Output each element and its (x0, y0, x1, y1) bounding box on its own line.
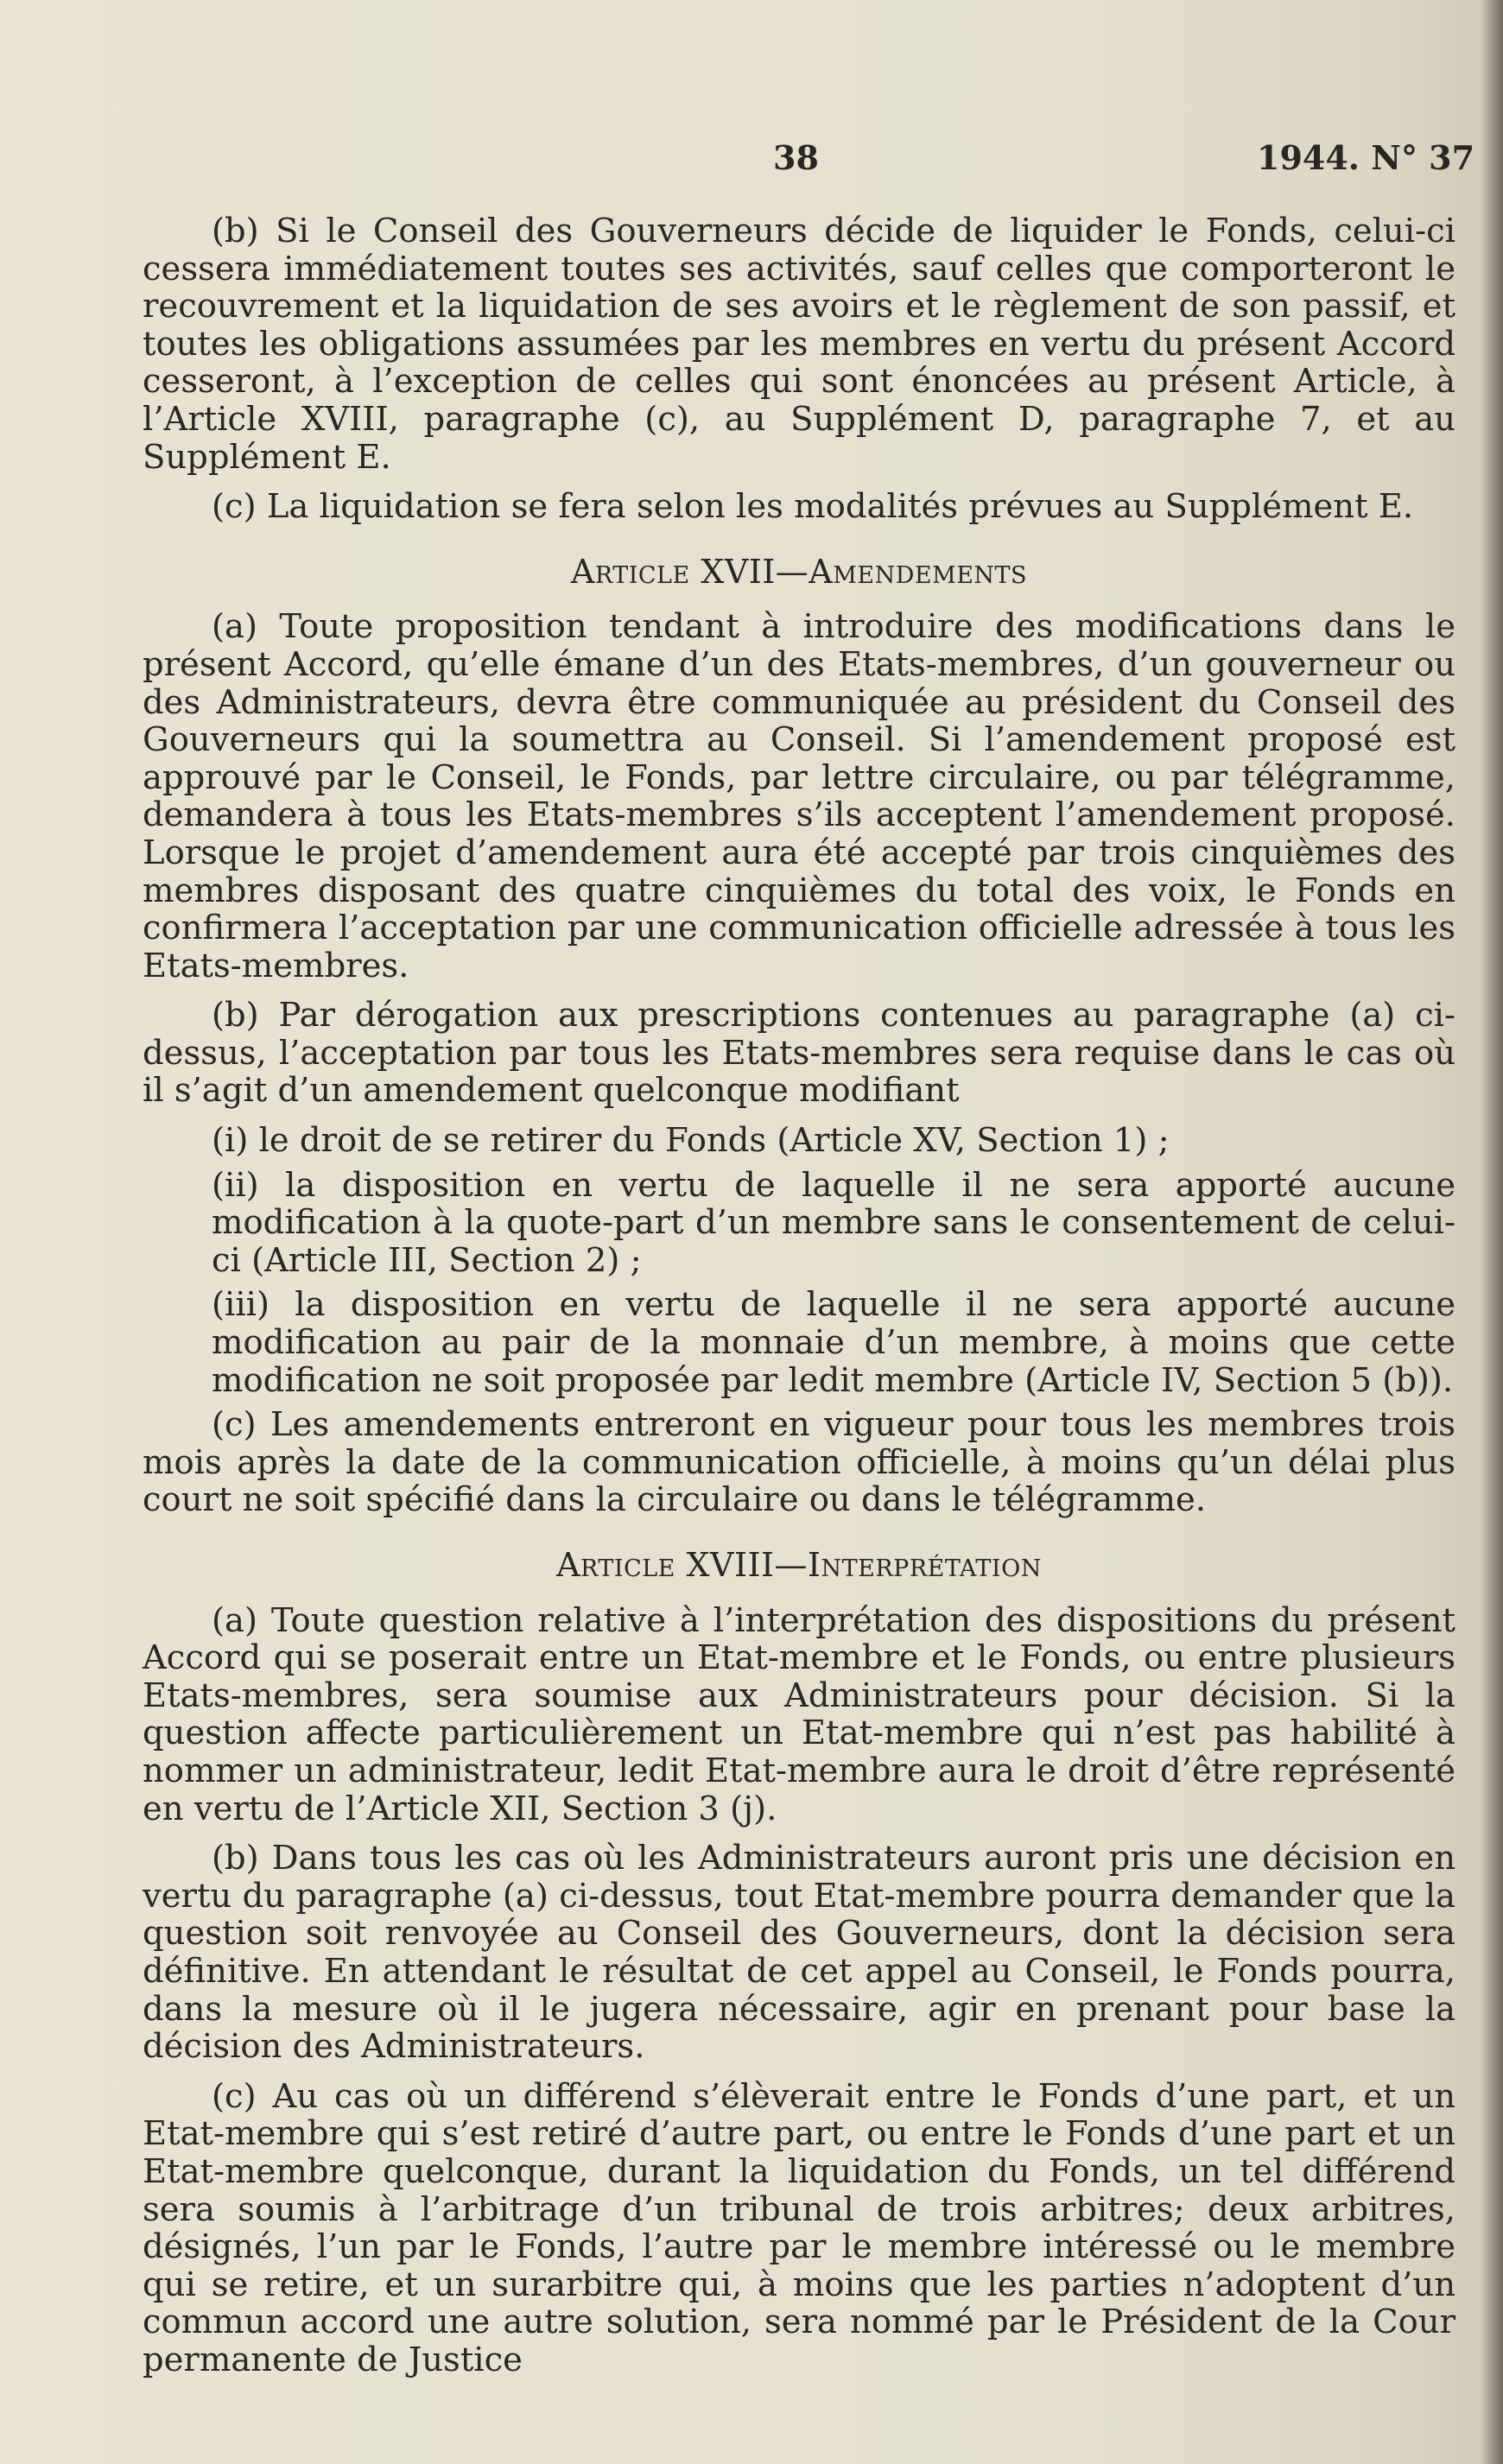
article-17-item-ii: (ii) la disposition en vertu de laquelle il ne sera apporté aucune modification à la quote-part d’un membre sans le consentement de celui-ci (Article III, Section 2) ; (212, 1165, 1455, 1280)
article-17-item-i: (i) le droit de se retirer du Fonds (Article XV, Section 1) ; (212, 1121, 1170, 1161)
article-17-heading: Article XVII—Amendements (570, 552, 1028, 591)
page-edge-shadow (1481, 0, 1503, 2464)
article-17-paragraph-b: (b) Par dérogation aux prescriptions contenues au paragraphe (a) ci-dessus, l’acceptation par tous les Etats-membres sera requise dans le cas où il s’agit d’un amendement quelconque modifiant (143, 996, 1455, 1111)
article-17-item-iii: (iii) la disposition en vertu de laquelle il ne sera apporté aucune modification au pair de la monnaie d’un membre, à moins que cette modification ne soit proposée par ledit membre (Article IV, Section 5 (b)). (212, 1285, 1455, 1400)
document-reference: 1944. N° 37 (1257, 138, 1475, 177)
article-17-paragraph-c: (c) Les amendements entreront en vigueur pour tous les membres trois mois après la date de la communication officielle, à moins qu’un délai plus court ne soit spécifié dans la circulaire ou dans le télégramme. (143, 1405, 1455, 1520)
article-17-paragraph-a: (a) Toute proposition tendant à introduire des modifications dans le présent Accord, qu’elle émane d’un des Etats-membres, d’un gouverneur ou des Administrateurs, devra être communiquée au président du Conseil des Gouverneurs qui la soumettra au Conseil. Si l’amendement proposé est approuvé par le Conseil, le Fonds, par lettre circulaire, ou par télégramme, demandera à tous les Etats-membres s’ils acceptent l’amendement proposé. Lorsque le projet d’amendement aura été accepté par trois cinquièmes des membres disposant des quatre cinquièmes du total des voix, le Fonds en confirmera l’acceptation par une communication officielle adressée à tous les Etats-membres. (143, 607, 1455, 985)
article-18-paragraph-b: (b) Dans tous les cas où les Administrateurs auront pris une décision en vertu du paragraphe (a) ci-dessus, tout Etat-membre pourra demander que la question soit renvoyée au Conseil des Gouverneurs, dont la décision sera définitive. En attendant le résultat de cet appel au Conseil, le Fonds pourra, dans la mesure où il le jugera nécessaire, agir en prenant pour base la décision des Administrateurs. (143, 1839, 1455, 2067)
article-18-paragraph-a: (a) Toute question relative à l’interprétation des dispositions du présent Accord qui se poserait entre un Etat-membre et le Fonds, ou entre plusieurs Etats-membres, sera soumise aux Administrateurs pour décision. Si la question affecte particulièrement un Etat-membre qui n’est pas habilité à nommer un administrateur, ledit Etat-membre aura le droit d’être représenté en vertu de l’Article XII, Section 3 (j). (143, 1600, 1455, 1828)
paragraph-liquidation-b: (b) Si le Conseil des Gouverneurs décide de liquider le Fonds, celui-ci cessera immédiatement toutes ses activités, sauf celles que comporteront le recouvrement et la liquidation de ses avoirs et le règlement de son passif, et toutes les obligations assumées par les membres en vertu du présent Accord cesseront, à l’exception de celles qui sont énoncées au présent Article, à l’Article XVIII, paragraphe (c), au Supplément D, paragraphe 7, et au Supplément E. (143, 212, 1455, 477)
paragraph-liquidation-c: (c) La liquidation se fera selon les modalités prévues au Supplément E. (212, 487, 1414, 527)
article-18-paragraph-c: (c) Au cas où un différend s’élèverait entre le Fonds d’une part, et un Etat-membre qui s’est retiré d’autre part, ou entre le Fonds d’une part et un Etat-membre quelconque, durant la liquidation du Fonds, un tel différend sera soumis à l’arbitrage d’un tribunal de trois arbitres; deux arbitres, désignés, l’un par le Fonds, l’autre par le membre intéressé ou le membre qui se retire, et un surarbitre qui, à moins que les parties n’adoptent d’un commun accord une autre solution, sera nommé par le Président de la Cour permanente de Justice (143, 2076, 1455, 2379)
body-text (143, 212, 1455, 2391)
page-number: 38 (773, 138, 819, 177)
page-header (0, 138, 1503, 190)
article-18-heading: Article XVIII—Interprétation (556, 1546, 1042, 1584)
